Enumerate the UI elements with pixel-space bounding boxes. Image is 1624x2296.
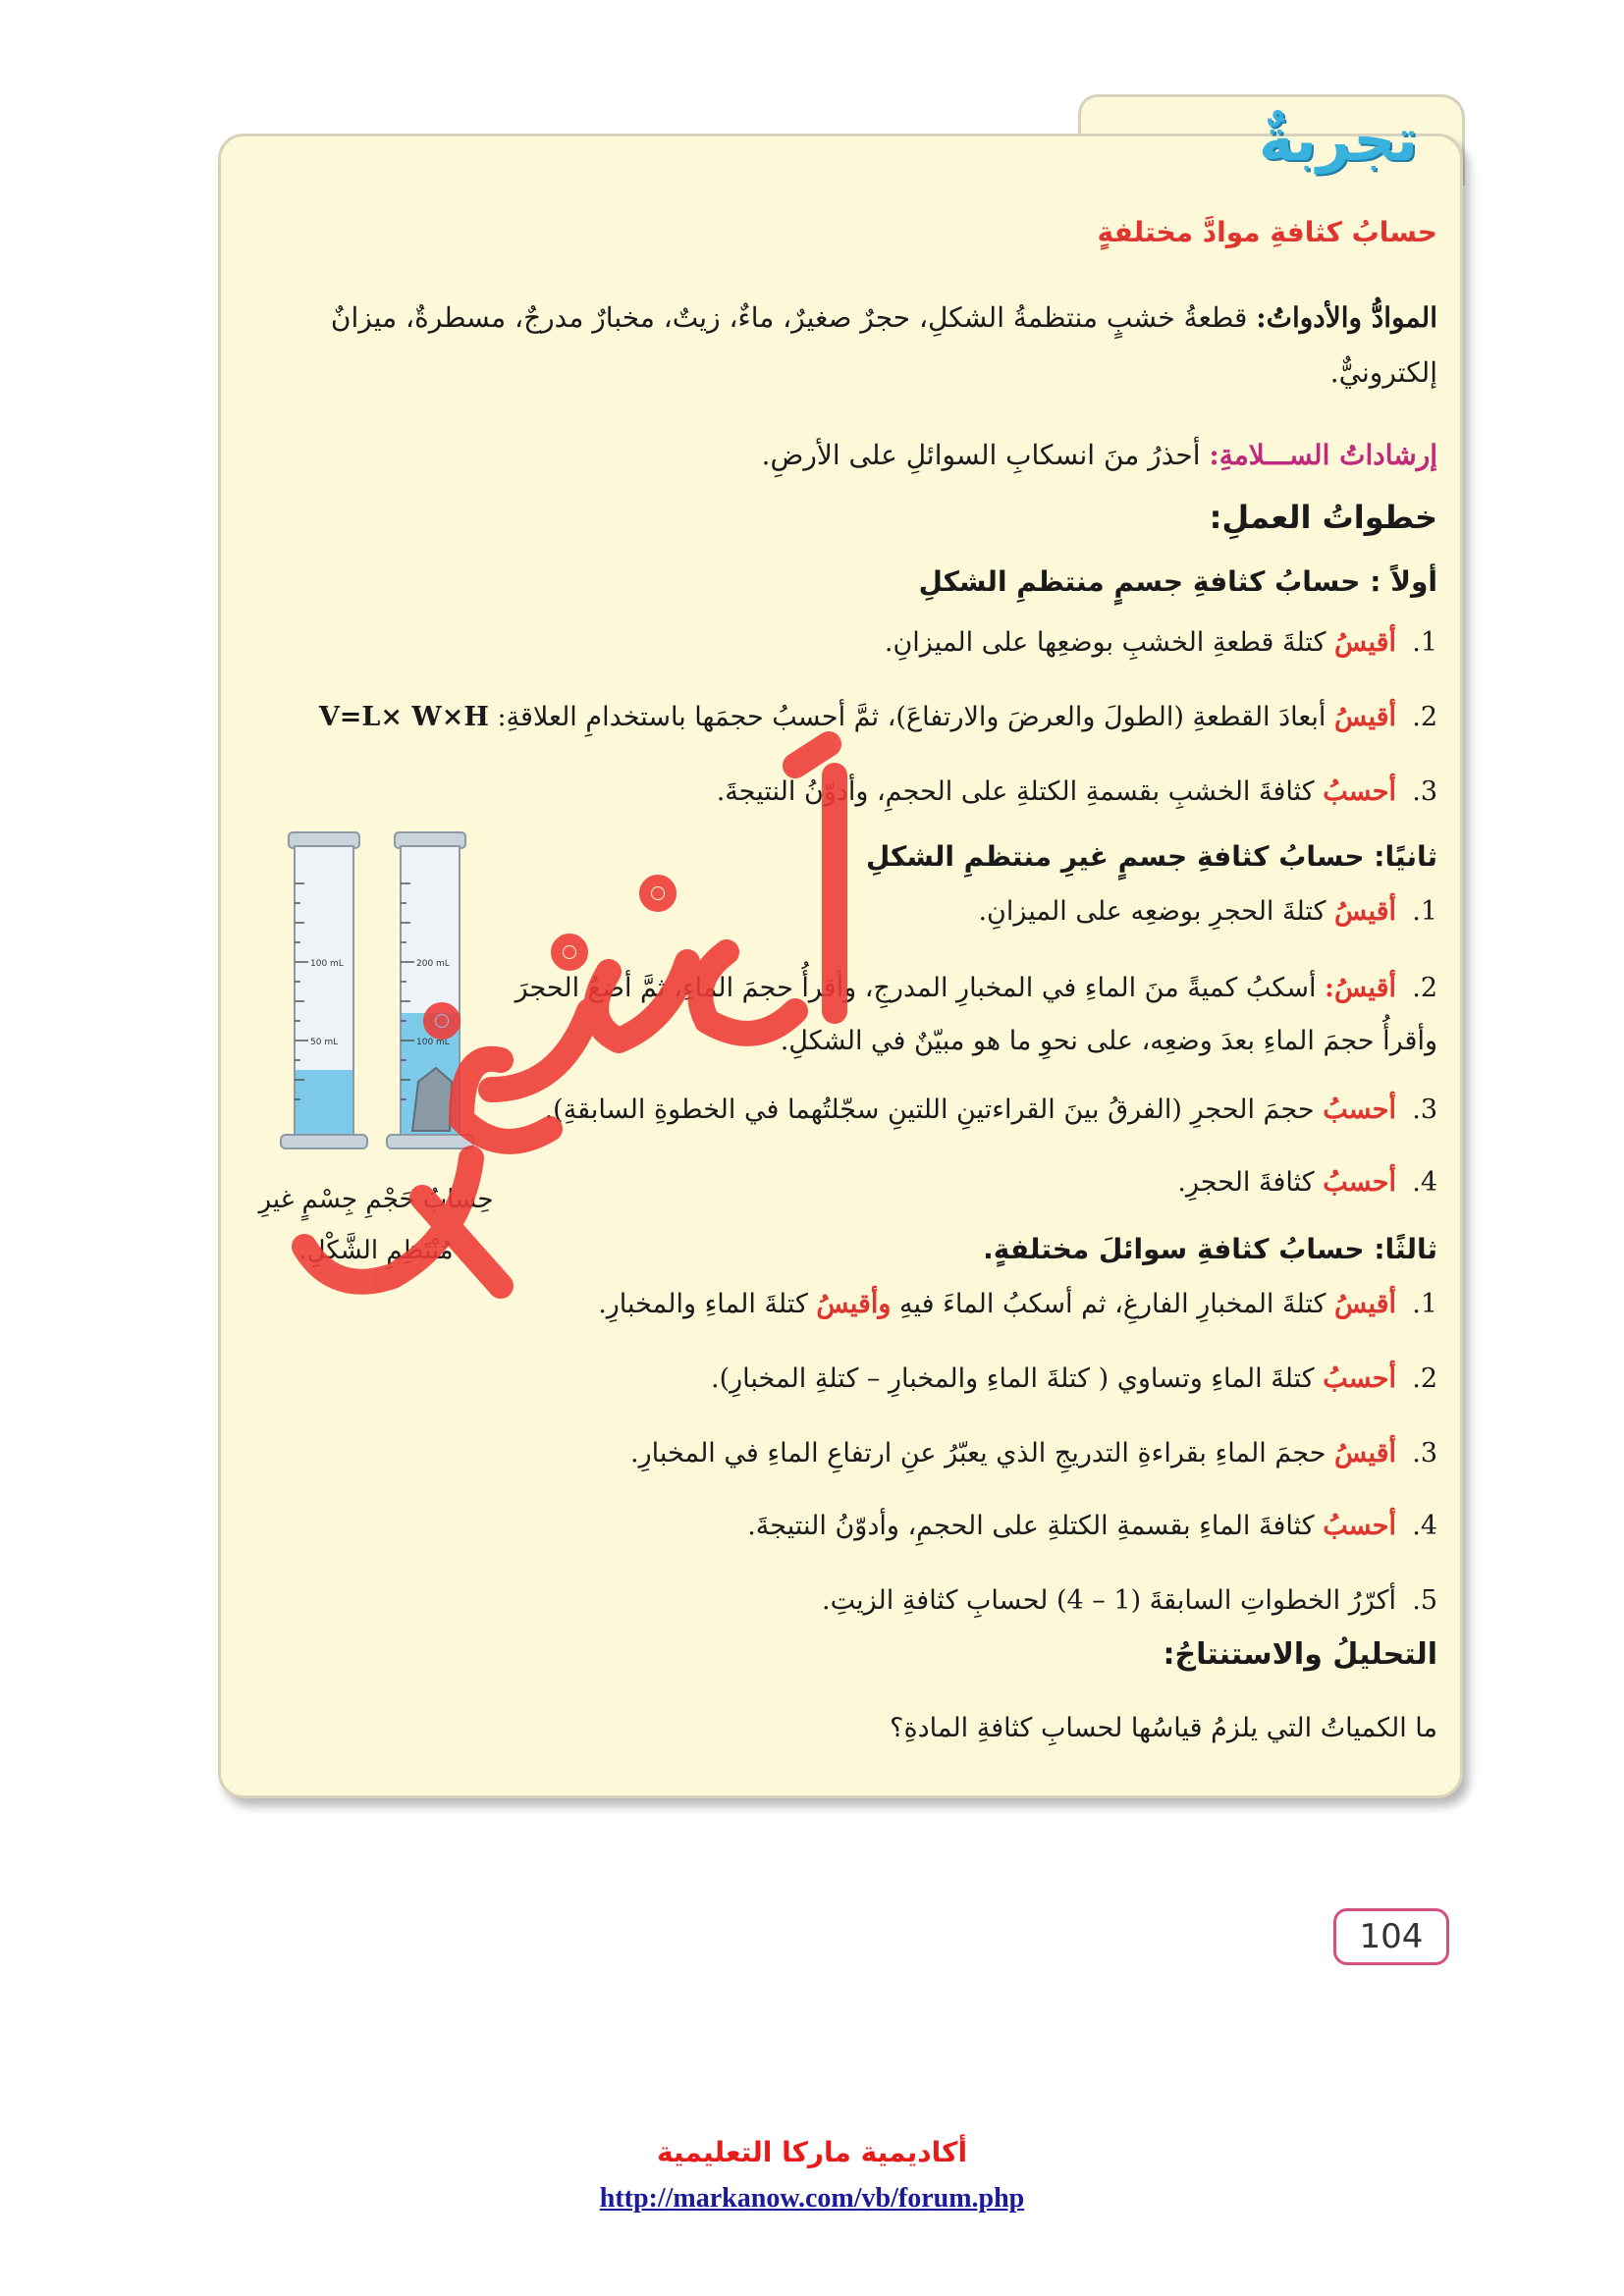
step-number: 3. [1412,1438,1437,1468]
experiment-title: تجربةٌ [1258,106,1418,175]
materials-label: الموادُّ والأدواتُ: [1256,301,1437,334]
step-text: كتلةَ المخبارِ الفارغِ، ثم أسكبُ الماءَ فيهِ [891,1289,1335,1319]
part1-step-1 [885,620,1437,666]
step-verb: أقيسُ [1334,702,1396,732]
materials-paragraph [245,291,1437,400]
part3-step-2 [711,1357,1437,1402]
step-number: 3. [1412,776,1437,807]
footer-url-link[interactable]: http://markanow.com/vb/forum.php [599,2183,1025,2214]
part2-step-3 [545,1088,1437,1133]
safety-paragraph [762,428,1437,483]
cylinder-water-only [281,832,367,1148]
step-text-2: كتلةَ الماءِ والمخبارِ. [598,1289,817,1319]
step-verb: أقيسُ [1334,896,1396,927]
step-text: كتلةَ الحجرِ بوضعِه على الميزانِ. [978,896,1335,927]
part2-step-1 [978,889,1437,934]
step-verb: أقيسُ [1334,1438,1396,1468]
step-number: 1. [1412,1289,1437,1319]
step-verb: أحسبُ [1323,1511,1396,1541]
step-number: 3. [1412,1095,1437,1125]
step-text: أسكبُ كميةً منَ الماءِ في المخبارِ المدرجِ، وأقرأُ حجمَ الماءِ، ثمَّ أضعُ الحجرَ وأقرأُ حجمَ الماءِ بعدَ وضعِه، على نحوِ ما هو مبيّنٌ في الشكلِ. [514,973,1437,1056]
part3-title: ثالثًا: حسابُ كثافةِ سوائلَ مختلفةٍ. [983,1233,1437,1265]
part2-step-2 [511,962,1437,1068]
step-text: كتلةَ الماءِ وتساوي ( كتلةَ الماءِ والمخبارِ – كتلةِ المخبارِ). [711,1363,1324,1394]
part3-step-4 [747,1504,1437,1549]
step-text: أبعادَ القطعةِ (الطولَ والعرضَ والارتفاعَ)، ثمَّ أحسبُ حجمَها باستخدامِ العلاقةِ: [488,702,1335,732]
step-number: 2. [1412,702,1437,732]
part3-step-1 [598,1282,1437,1327]
step-number: 4. [1412,1511,1437,1541]
step-text: كثافةَ الماءِ بقسمةِ الكتلةِ على الحجمِ، وأدوّنُ النتيجةَ. [747,1511,1324,1541]
part3-step-5 [822,1578,1437,1624]
part1-title: أولاً : حسابُ كثافةِ جسمٍ منتظمِ الشكلِ [918,565,1437,598]
step-verb: أقيسُ [1334,627,1396,658]
part1-step-3 [717,770,1437,815]
safety-text: أحذرُ منَ انسكابِ السوائلِ على الأرضِ. [761,439,1210,471]
safety-label: إرشاداتُ الســـلامةِ: [1209,439,1437,471]
step-text: كثافةَ الخشبِ بقسمةِ الكتلةِ على الحجمِ، وأدوّنُ النتيجةَ. [716,776,1324,807]
materials-text: قطعةُ خشبٍ منتظمةُ الشكلِ، حجرٌ صغيرٌ، ماءٌ، زيتٌ، مخبارٌ مدرجٌ، مسطرةٌ، ميزانٌ إلكترونيٌّ. [330,301,1437,389]
cyl2-label-bottom: 100 mL [416,1038,450,1047]
analysis-question: ما الكمياتُ التي يلزمُ قياسُها لحسابِ كثافةِ المادةِ؟ [890,1713,1437,1743]
procedure-title: خطواتُ العملِ: [1209,499,1437,536]
step-number: 1. [1412,627,1437,658]
cyl2-label-top: 200 mL [416,959,450,969]
cyl1-label-bottom: 50 mL [310,1038,339,1047]
step-text: أكرّرُ الخطواتِ السابقةَ (1 – 4) لحسابِ كثافةِ الزيتِ. [822,1585,1396,1616]
step-verb: أحسبُ [1323,1095,1396,1125]
step-number: 1. [1412,896,1437,927]
volume-equation: V=L× W×H [318,702,489,732]
step-text: كثافةَ الحجرِ. [1177,1167,1324,1198]
step-verb: أقيسُ [1334,1289,1396,1319]
step-verb: أحسبُ [1323,1167,1396,1198]
part1-step-2 [236,695,1437,740]
step-number: 2. [1412,973,1437,1003]
part2-step-4 [1177,1160,1437,1205]
step-number: 5. [1412,1585,1437,1616]
cyl1-label-top: 100 mL [310,959,344,969]
part2-title: ثانيًا: حسابُ كثافةِ جسمٍ غيرِ منتظمِ الشكلِ [866,840,1437,873]
step-text: حجمَ الحجرِ (الفرقُ بينَ القراءتينِ اللتينِ سجّلتُهما في الخطوةِ السابقةِ). [544,1095,1324,1125]
step-text: كتلةَ قطعةِ الخشبِ بوضعِها على الميزانِ. [884,627,1335,658]
cylinder-with-stone [387,832,473,1148]
experiment-subtitle: حسابُ كثافةِ موادَّ مختلفةٍ [1097,216,1437,248]
page-number: 104 [1333,1908,1449,1965]
step-text: حجمَ الماءِ بقراءةِ التدريجِ الذي يعبّرُ عنِ ارتفاعِ الماءِ في المخبارِ. [630,1438,1335,1468]
step-verb: أقيسُ: [1325,973,1396,1003]
step-verb-2: وأقيسُ [816,1289,892,1319]
step-number: 2. [1412,1363,1437,1394]
figure-caption: حِسابُ حَجْمِ جِسْمٍ غيرِ مُنْتَظِمِ الشَّكْلِ. [258,1185,494,1265]
graduated-cylinders-figure [275,825,491,1158]
footer-academy-name: أكاديمية ماركا التعليمية [656,2136,968,2168]
part3-step-3 [630,1431,1437,1476]
step-number: 4. [1412,1167,1437,1198]
step-verb: أحسبُ [1323,1363,1396,1394]
step-verb: أحسبُ [1323,776,1396,807]
analysis-title: التحليلُ والاستنتاجُ: [1163,1637,1437,1672]
